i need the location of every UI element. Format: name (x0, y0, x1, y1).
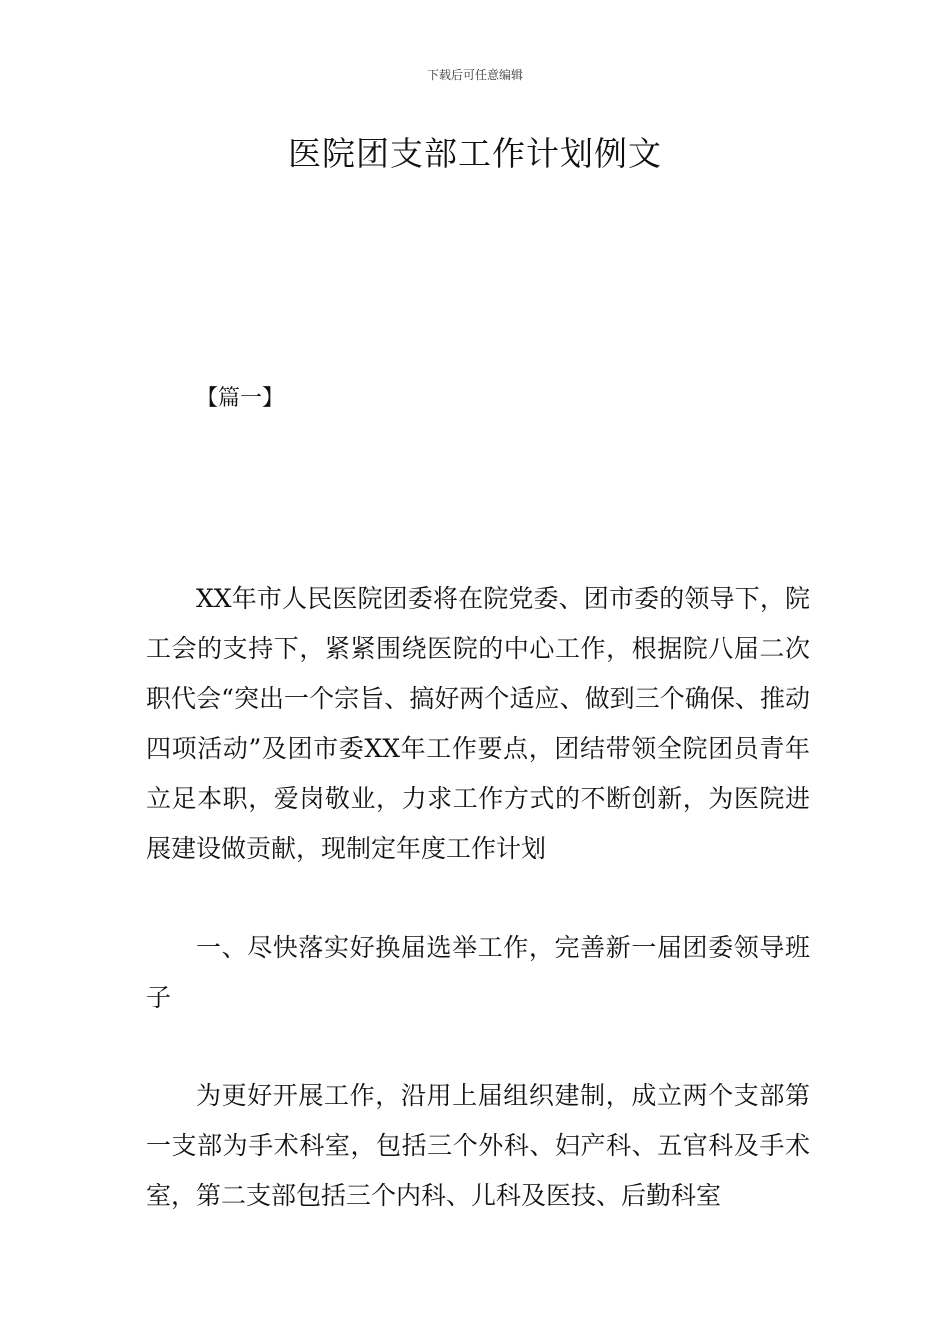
body-paragraph: 为更好开展工作，沿用上届组织建制，成立两个支部第一支部为手术科室，包括三个外科、妇产科、五官科及手术室，第二支部包括三个内科、儿科及医技、后勤科室 (146, 1081, 810, 1210)
body-paragraph: XX年市人民医院团委将在院党委、团市委的领导下，院工会的支持下，紧紧围绕医院的中心工作，根据院八届二次职代会“突出一个宗旨、搞好两个适应、做到三个确保、推动四项活动”及团市委XX年工作要点，团结带领全院团员青年立足本职，爱岗敬业，力求工作方式的不断创新，为医院进展建设做贡献，现制定年度工作计划 (146, 584, 810, 863)
document-title: 医院团支部工作计划例文 (288, 134, 662, 173)
header-note: 下载后可任意编辑 (426, 68, 523, 82)
section-heading-paragraph: 一、尽快落实好换届选举工作，完善新一届团委领导班子 (146, 933, 810, 1012)
section-marker: 【篇一】 (196, 386, 285, 411)
